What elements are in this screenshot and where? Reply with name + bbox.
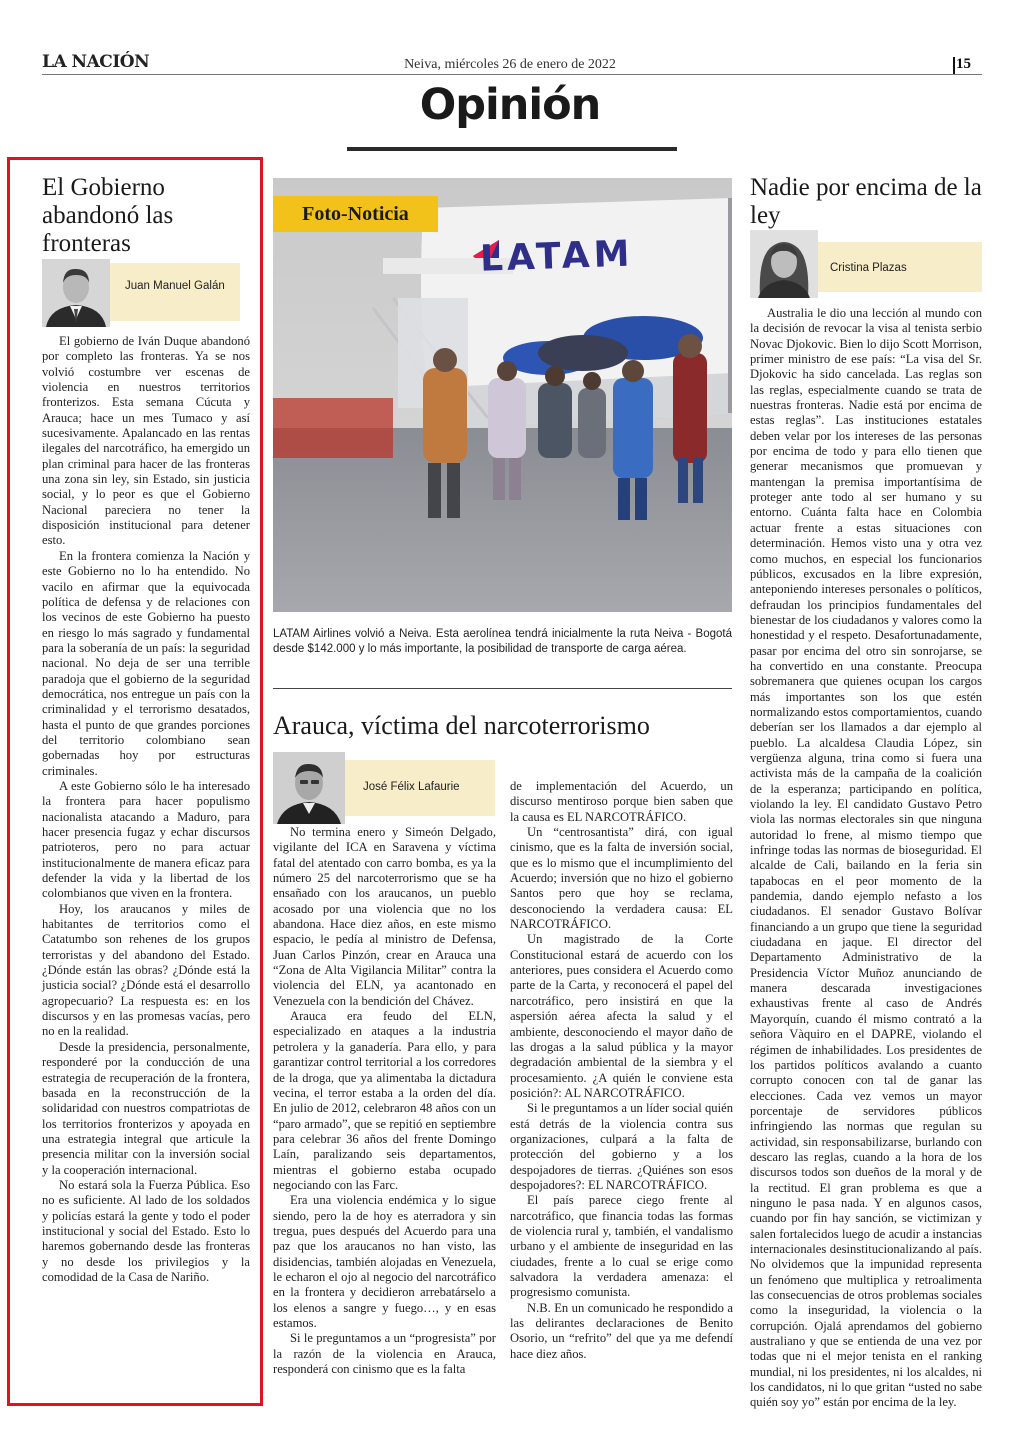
right-article-body [750,306,982,1410]
body-paragraph: Arauca era feudo del ELN, especializado en ataques a la industria petrolera y la ganadería. Para ello, y para garantizar control territorial a los corredores de la droga, que ya alimentaba la dictadura vecina, el terror estaba a la orden del día. En julio de 2012, celebraron 48 años con un “paro armado”, que se repitió en septiembre para celebrar 36 años del frente Domingo Laín, paralizando seis departamentos, mientras el gobierno estaba ocupado negociando con las Farc. [273,1009,496,1192]
right-article-byline [750,242,982,292]
section-title: Opinión [419,80,601,130]
body-paragraph: N.B. En un comunicado he respondido a las delirantes declaraciones de Benito Osorio, un “refrito” del que ya me defendí hace diez años. [510,1300,733,1361]
newspaper-logo: LA NACIÓN [42,52,150,72]
author-photo-cristina-plazas [750,230,818,298]
body-paragraph: El gobierno de Iván Duque abandonó por completo las fronteras. Ya se nos volvió costumbre ver escenas de violencia en nuestros territorios fronterizos. Esta semana Cúcuta y Arauca; hace un mes Tumaco y así sucesivamente. Apalancado en las rentas ilegales del narcotráfico, ha emergido un plan criminal para hacer de las fronteras una zona sin ley, sin Estado, sin justicia social, y lo peor es que el Gobierno Nacional pareciera no tener la disposición institucional para detener esto. [42,334,250,548]
body-paragraph: Desde la presidencia, personalmente, responderé por la conducción de una estrategia de recuperación de la frontera, basada en la reconstrucción de la solidaridad con nuestros compatriotas de los territorios fronterizos y apoyada en una estrategia integral que articule la presencia militar con la inversión social y la cooperación internacional. [42,1039,250,1177]
body-paragraph: El país parece ciego frente al narcotráfico, que financia todas las formas de violencia rural y, también, el vandalismo urbano y el ambiente de inseguridad en las ciudades, frente a lo cual se erige como salvadora la verdadera amenaza: el progresismo comunista. [510,1193,733,1300]
body-paragraph: Un magistrado de la Corte Constitucional estará de acuerdo con los anteriores, pues considera el Acuerdo como parte de la Carta, y reconocerá el papel del narcotráfico, pero insistirá en que la aspersión aérea afecta la salud y el ambiente, desconociendo el mayor daño de las drogas a la salud pública y la mayor degradación ambiental de la siembra y el procesamiento. ¿A quién le conviene esta posición?: AL NARCOTRÁFICO. [510,932,733,1100]
right-article-headline: Nadie por encima de la ley [750,174,982,229]
left-article-headline: El Gobierno abandonó las fronteras [42,174,174,257]
left-article-author: Juan Manuel Galán [125,280,225,292]
airline-livery-text: LATAM [479,233,635,280]
body-paragraph: Australia le dio una lección al mundo con la decisión de revocar la visa al tenista serbio Novac Djokovic. Bien lo dijo Scott Morrison, primer ministro de ese país: “La visa del Sr. Djokovic ha sido cancelada. Las reglas son las reglas, especialmente cuando se trata de nuestras fronteras. Nadie está por encima de estas reglas”. Las instituciones estatales deben velar por los intereses de las personas por encima de todo y para ello tienen que generar mecanismos que promuevan y mantengan la premisa importantísima de proteger ante todo al ser humano y su entorno. Cuánta falta hace en Colombia actuar frente a estas situaciones con determinación. Hemos visto una y otra vez como muchos, en especial los funcionarios públicos, excusados en la libre expresión, anteponiendo intereses personales o políticos, defraudan los principios fundamentales del bienestar de los ciudadanos y valores como la honestidad y el respeto. Desafortunadamente, pasar por encima del otro sin sonrojarse, se ha convertido en una constante. Preocupa sobremanera que quienes ocupan los cargos más importantes son los que estén normalizando estos comportamientos, cuando deberían ser los llamados a dar ejemplo al pueblo. La alcaldesa Claudia López, sin vergüenza alguna, trina como si fuera una activista más de la campaña de la coalición de la esperanza; participando en política, violando la ley. El candidato Gustavo Petro viola las normas electorales sin que ninguna autoridad lo frene, al mismo tiempo que infringe todas las normas de bioseguridad. El alcalde de Cali, bailando en la feria sin tapabocas en el peor momento de la pandemia, dando ejemplo nefasto a los ciudadanos. El senador Gustavo Bolívar financiando a un grupo que tiene la seguridad ciudadana en jaque. El director del Departamento Administrativo de la Presidencia Víctor Muñoz anunciando de manera descarada investigaciones exhaustivas frente al caso de Andrés Mayorquín, cuando él mismo contrató a la señora Vàquiro en el DAPRE, violando el régimen de inhabilidades. Los presidentes de los partidos políticos avalando a cuanto corrupto conocen con tal de ganar las elecciones. Cada vez vemos un mayor porcentaje de servidores públicos infringiendo las normas que regulan su actividad, sin responsabilizarse, burlando con descaro las reglas, cuando a la hora de los discursos todos son dueños de la moral y de la rectitud. El gran problema es que a ninguno le pasa nada. Y en algunos casos, cuando por fin hay sanción, se victimizan y salen fortalecidos luego de acudir a instancias internacionales desinstitucionalizando al país. No olvidemos que la impunidad representa un fenómeno que multiplica y retroalimenta las consecuencias de otros problemas sociales como la inseguridad, la violencia o la corrupción. Ojalá aprendamos del gobierno australiano y que se entienda de una vez por todas que ni el mejor tenista en el ranking mundial, ni los presidentes, ni los alcaldes, ni los candidatos, ni lo que gritan “usted no sabe quién soy yo” están por encima de la ley. [750,306,982,1410]
middle-article-column-2 [510,779,733,1392]
author-photo-jose-felix-lafaurie [273,752,345,824]
left-article-body [42,334,250,1392]
page-number: 15 [956,56,971,72]
section-title-underline [347,147,677,151]
body-paragraph: Si le preguntamos a un líder social quién está detrás de la violencia contra sus organizaciones, culpará a la falta de protección del gobierno y a los despojadores de tierras. ¿Quiénes son esos despojadores?: EL NARCOTRÁFICO. [510,1101,733,1192]
foto-noticia-badge: Foto-Noticia [273,196,438,232]
issue-date: Neiva, miércoles 26 de enero de 2022 [404,57,616,72]
left-article-byline [42,263,240,321]
right-article-author: Cristina Plazas [830,262,907,274]
body-paragraph: En la frontera comienza la Nación y este Gobierno no lo ha entendido. No vacilo en afirmar que la equivocada política de defensa y de relaciones con los vecinos de este Gobierno ha puesto en riesgo lo más sagrado y fundamental para la soberanía de un país: la seguridad nacional. No deja de ser una terrible paradoja que el gobierno de la seguridad democrática, nos entregue un país con la criminalidad y el terrorismo desatados, hasta el punto de que grandes porciones del territorio colombiano sean gobernadas hoy por estructuras criminales. [42,548,250,778]
body-paragraph: Hoy, los araucanos y miles de habitantes de territorios como el Catatumbo son rehenes de los grupos terroristas y del abandono del Estado. ¿Dónde están las obras? ¿Dónde está la justicia social? ¿Dónde está el desarrollo agropecuario? La respuesta es: en los discursos y en las promesas vacías, pero no en la realidad. [42,901,250,1039]
body-paragraph: Un “centrosantista” dirá, con igual cinismo, que es la falta de inversión social, que es lo mismo que el incumplimiento del Acuerdo; inversión que no hizo el gobierno Santos pero que hoy se reclama, desconociendo la verdadera causa: EL NARCOTRÁFICO. [510,825,733,932]
middle-article-byline [273,760,495,816]
middle-article-author: José Félix Lafaurie [363,781,460,793]
photo-caption: LATAM Airlines volvió a Neiva. Esta aerolínea tendrá inicialmente la ruta Neiva - Bogotá desde $142.000 y lo más importante, la posibilidad de transporte de carga aérea. [273,628,732,655]
middle-article-headline: Arauca, víctima del narcoterrorismo [273,711,650,740]
caption-divider [273,688,732,689]
body-paragraph: Si le preguntamos a un “progresista” por la razón de la violencia en Arauca, responderá con cinismo que es la falta [273,1331,496,1377]
header-divider [42,74,982,75]
body-paragraph: de implementación del Acuerdo, un discurso mentiroso porque bien saben que la causa es EL NARCOTRÁFICO. [510,779,733,824]
body-paragraph: No estará sola la Fuerza Pública. Eso no es suficiente. Al lado de los soldados y policías estará la gente y todo el poder institucional y social del Estado. Esto lo haremos gobernando desde las fronteras y no desde los privilegios y la comodidad de la Casa de Nariño. [42,1177,250,1284]
middle-article-column-1 [273,825,496,1392]
body-paragraph: A este Gobierno sólo le ha interesado la frontera para hacer populismo nacionalista atacando a Maduro, para hacer presencia fugaz y echar discursos patrioteros, pero no para actuar institucionalmente de manera eficaz para defender la vida y la libertad de los colombianos que viven en la frontera. [42,778,250,901]
body-paragraph: Era una violencia endémica y lo sigue siendo, pero la de hoy es aterradora y sin tregua, pues después del Acuerdo para una paz que los araucanos no han visto, las disidencias, también alojadas en Venezuela, le echaron el ojo al negocio del narcotráfico en la frontera y decidieron arrebatárselo a los elenos a sangre y fuego…, y en esas estamos. [273,1193,496,1330]
body-paragraph: No termina enero y Simeón Delgado, vigilante del ICA en Saravena y víctima fatal del atentado con carro bomba, es ya la número 25 del narcoterrorismo que se ha ensañado con los araucanos, un pueblo acosado por una violencia que no los abandona. Hace diez años, en este mismo espacio, le pedía al ministro de Defensa, Juan Carlos Pinzón, crear en Arauca una “Zona de Alta Vigilancia Militar” contra la violencia del ELN, ya acantonado en Venezuela con la bendición del Chávez. [273,825,496,1008]
author-photo-juan-manuel-galan [42,259,110,327]
